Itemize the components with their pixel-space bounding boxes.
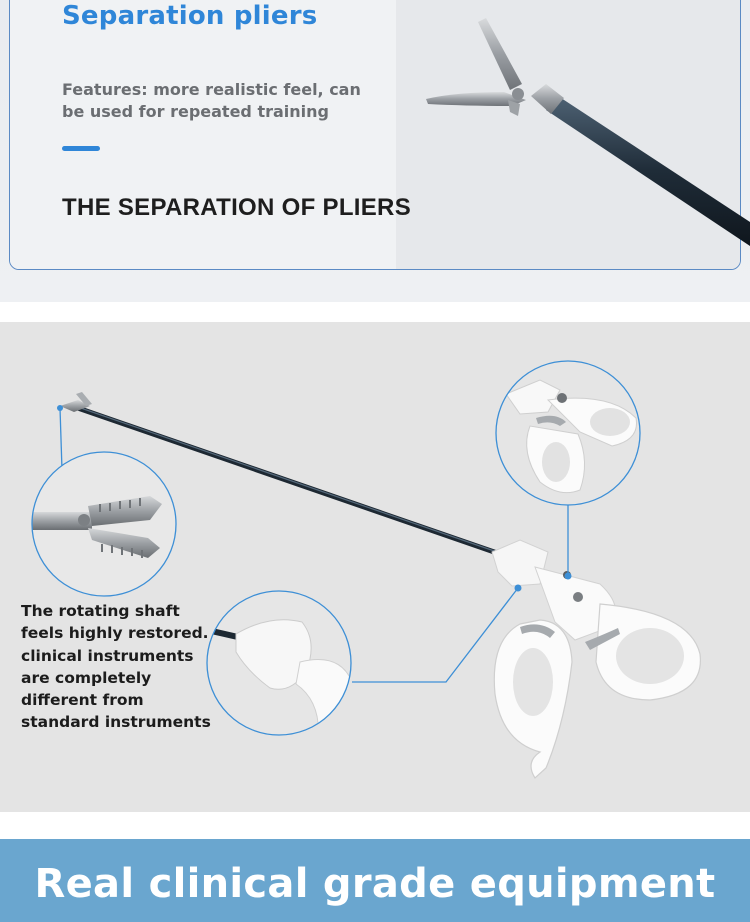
product-subtitle: THE SEPARATION OF PLIERS [62,194,412,221]
product-features: Features: more realistic feel, can be used for repeated training [62,80,361,121]
instrument-description: The rotating shaft feels highly restored. clinical instruments are completely different from standard instruments [21,602,211,732]
handle-zoom-image [496,361,646,511]
jaw-zoom-image [32,452,182,602]
accent-bar [62,146,100,151]
instrument-detail-section [0,322,750,812]
banner-section [0,839,750,922]
pliers-full-image [0,322,750,812]
pliers-tip-image [386,0,750,302]
product-header-section [0,0,750,302]
rotation-knob-zoom-image [207,591,357,742]
banner-heading: Real clinical grade equipment [34,861,716,907]
product-title: Separation pliers [62,1,318,31]
card-text-panel [10,0,396,269]
